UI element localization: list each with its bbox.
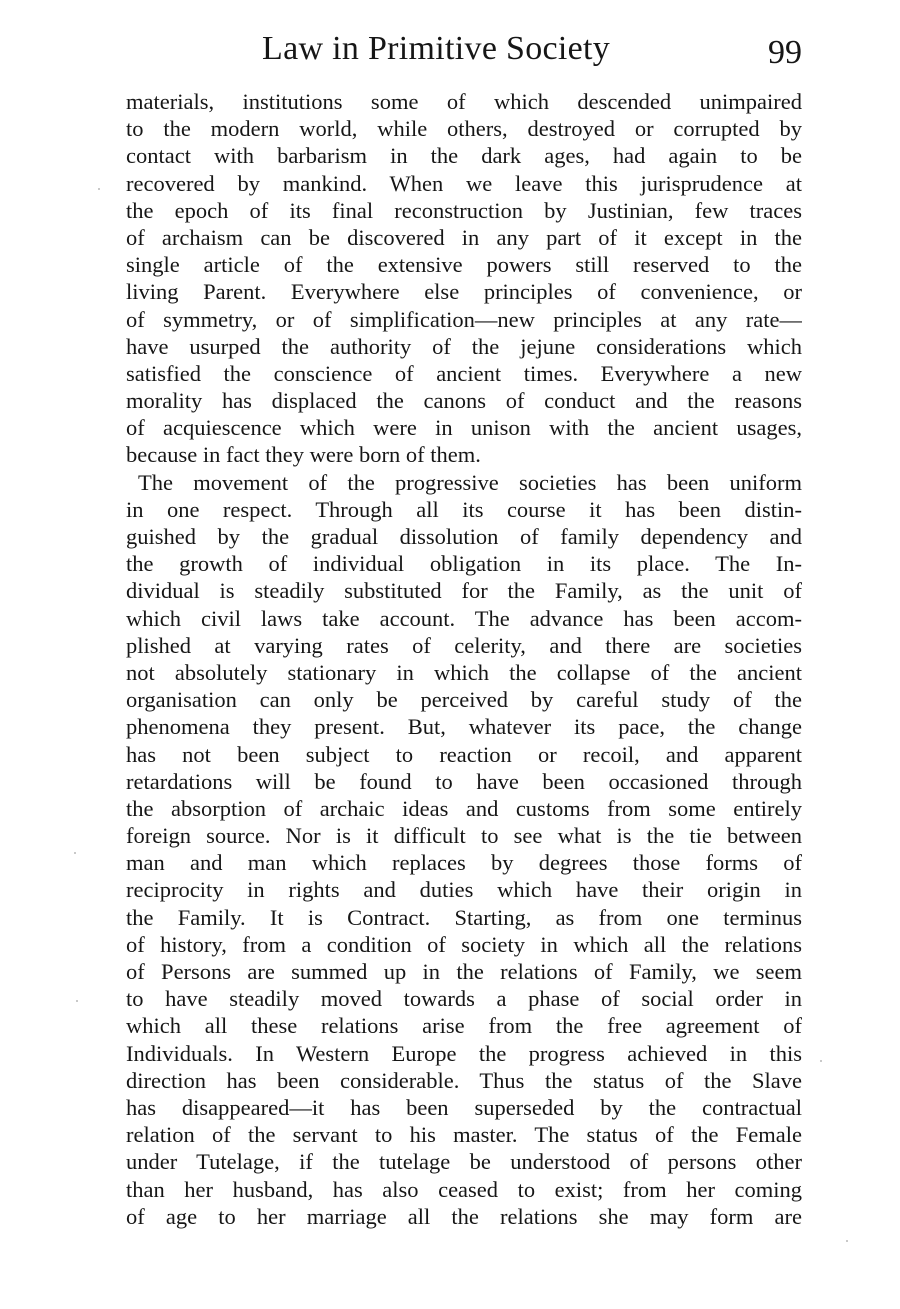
text-line: has disappeared—it has been superseded by the contractual: [126, 1094, 802, 1120]
text-line: in one respect. Through all its course it has been distin-: [126, 496, 802, 522]
text-line: organisation can only be perceived by careful study of the: [126, 687, 802, 713]
text-line: single article of the extensive powers still reserved to the: [126, 252, 802, 278]
text-line: phenomena they present. But, whatever its pace, the change: [126, 714, 802, 740]
text-line: which all these relations arise from the free agreement of: [126, 1013, 802, 1039]
scan-speck: [846, 1240, 848, 1242]
text-line: has not been subject to reaction or recoil, and apparent: [126, 741, 802, 767]
text-line: the growth of individual obligation in its place. The In-: [126, 551, 802, 577]
text-line: retardations will be found to have been occasioned through: [126, 768, 802, 794]
text-line: than her husband, has also ceased to exist; from her coming: [126, 1176, 802, 1202]
text-line: contact with barbarism in the dark ages, had again to be: [126, 143, 802, 169]
text-line: relation of the servant to his master. The status of the Female: [126, 1122, 802, 1148]
text-line: living Parent. Everywhere else principles of convenience, or: [126, 279, 802, 305]
text-line: the epoch of its final reconstruction by Justinian, few traces: [126, 197, 802, 223]
text-line: the absorption of archaic ideas and customs from some entirely: [126, 795, 802, 821]
page-header: [262, 26, 802, 76]
text-line: direction has been considerable. Thus the status of the Slave: [126, 1067, 802, 1093]
text-line: to the modern world, while others, destroyed or corrupted by: [126, 116, 802, 142]
text-line: materials, institutions some of which descended unimpaired: [126, 89, 802, 114]
text-line: of age to her marriage all the relations she may form are: [126, 1203, 802, 1229]
text-line: of symmetry, or of simplification—new principles at any rate—: [126, 306, 802, 332]
text-line: the Family. It is Contract. Starting, as from one terminus: [126, 904, 802, 930]
text-line: of Persons are summed up in the relations of Family, we seem: [126, 959, 802, 984]
text-line: of archaism can be discovered in any part of it except in the: [126, 224, 802, 250]
running-title: Law in Primitive Society: [262, 30, 611, 67]
text-line: Individuals. In Western Europe the progress achieved in this: [126, 1040, 802, 1066]
scan-speck: [76, 1000, 78, 1002]
text-line: have usurped the authority of the jejune considerations which: [126, 333, 802, 359]
scan-speck: [820, 1060, 822, 1062]
page-number: 99: [768, 34, 802, 71]
text-line: under Tutelage, if the tutelage be understood of persons other: [126, 1149, 802, 1175]
text-line: dividual is steadily substituted for the Family, as the unit of: [126, 578, 802, 604]
scan-speck: [98, 188, 100, 190]
text-line: of history, from a condition of society in which all the relations: [126, 931, 802, 957]
text-line: foreign source. Nor is it difficult to see what is the tie between: [126, 823, 802, 849]
text-line: man and man which replaces by degrees those forms of: [126, 850, 802, 876]
text-line: plished at varying rates of celerity, and there are societies: [126, 632, 802, 658]
text-line: guished by the gradual dissolution of family dependency and: [126, 524, 802, 549]
text-line: of acquiescence which were in unison with the ancient usages,: [126, 415, 802, 441]
text-line: reciprocity in rights and duties which have their origin in: [126, 877, 802, 903]
text-line: not absolutely stationary in which the collapse of the ancient: [126, 659, 802, 685]
text-line: to have steadily moved towards a phase of social order in: [126, 986, 802, 1012]
text-line: morality has displaced the canons of conduct and the reasons: [126, 388, 802, 414]
text-line: satisfied the conscience of ancient times. Everywhere a new: [126, 360, 802, 386]
paragraph-last-line: because in fact they were born of them.: [126, 442, 481, 468]
body-text: [126, 88, 802, 1230]
paragraph-first-line: The movement of the progressive societies has been uniform: [138, 469, 802, 495]
text-line: recovered by mankind. When we leave this jurisprudence at: [126, 170, 802, 196]
scan-speck: [74, 852, 76, 854]
text-line: which civil laws take account. The advance has been accom-: [126, 605, 802, 631]
